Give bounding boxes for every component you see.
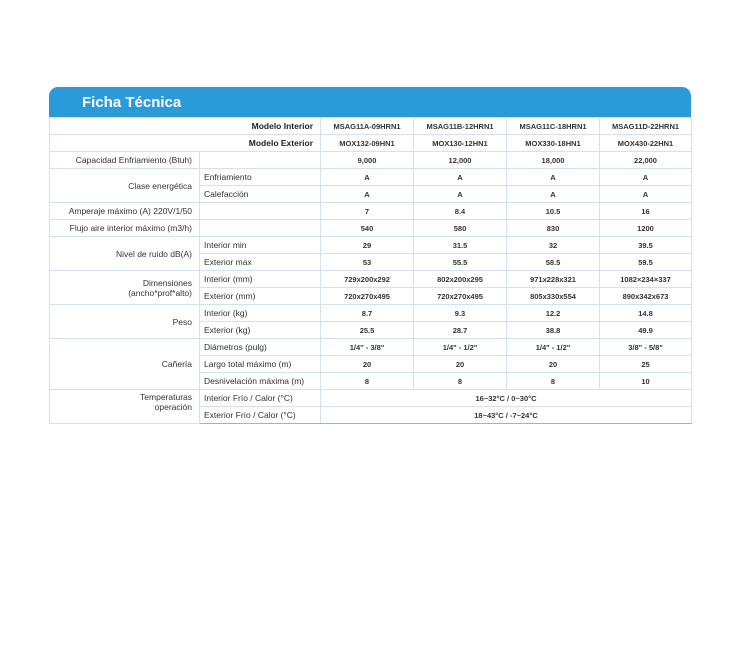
cell-value: 580 — [414, 220, 507, 237]
row-temp-interior — [50, 390, 692, 407]
sub-label: Interior Frío / Calor (°C) — [200, 390, 321, 407]
cell-value: 16 — [600, 203, 692, 220]
cell-value: A — [321, 186, 414, 203]
row-dimensiones-interior — [50, 271, 692, 288]
cell-value: 14.8 — [600, 305, 692, 322]
cell-value: 12,000 — [414, 152, 507, 169]
cell-value: 10.5 — [507, 203, 600, 220]
row-label: Cañería — [50, 339, 200, 390]
cell-value: 20 — [507, 356, 600, 373]
cell-value: 830 — [507, 220, 600, 237]
cell-value: 28.7 — [414, 322, 507, 339]
cell-value: A — [414, 186, 507, 203]
sub-label: Diámetros (pulg) — [200, 339, 321, 356]
cell-value: 1/4" - 3/8" — [321, 339, 414, 356]
cell-value: 22,000 — [600, 152, 692, 169]
cell-value: 58.5 — [507, 254, 600, 271]
cell-value: 29 — [321, 237, 414, 254]
cell-value: 32 — [507, 237, 600, 254]
sub-label: Calefacción — [200, 186, 321, 203]
cell-value-merged: 18~43°C / -7~24°C — [321, 407, 692, 424]
cell-value: A — [507, 186, 600, 203]
label-line: (ancho*prof*alto) — [128, 287, 192, 298]
cell-value: 540 — [321, 220, 414, 237]
cell-value: 3/8" - 5/8" — [600, 339, 692, 356]
cell-value: MOX330-18HN1 — [507, 135, 600, 152]
cell-value: 802x200x295 — [414, 271, 507, 288]
cell-value: 1082×234×337 — [600, 271, 692, 288]
row-label: Nivel de ruido dB(A) — [50, 237, 200, 271]
empty-cell — [200, 203, 321, 220]
empty-cell — [200, 152, 321, 169]
cell-value: 8.4 — [414, 203, 507, 220]
row-modelo-exterior — [50, 135, 692, 152]
cell-value: 1/4" - 1/2" — [507, 339, 600, 356]
cell-value: 38.8 — [507, 322, 600, 339]
row-label: Peso — [50, 305, 200, 339]
label-line: Temperaturas — [140, 392, 192, 402]
cell-value: 720x270x495 — [414, 288, 507, 305]
row-label-dimensiones — [50, 271, 200, 305]
row-caneria-diametros — [50, 339, 692, 356]
cell-value: MOX130-12HN1 — [414, 135, 507, 152]
empty-cell — [200, 220, 321, 237]
row-label: Modelo Interior — [50, 118, 321, 135]
cell-value: 49.9 — [600, 322, 692, 339]
spec-sheet-card — [49, 87, 691, 424]
cell-value: 10 — [600, 373, 692, 390]
row-ruido-interior — [50, 237, 692, 254]
row-capacidad — [50, 152, 692, 169]
spec-table — [49, 117, 692, 424]
cell-value: 25 — [600, 356, 692, 373]
cell-value: A — [507, 169, 600, 186]
row-label: Modelo Exterior — [50, 135, 321, 152]
cell-value: 9.3 — [414, 305, 507, 322]
cell-value: 7 — [321, 203, 414, 220]
sub-label: Desnivelación máxima (m) — [200, 373, 321, 390]
cell-value: 12.2 — [507, 305, 600, 322]
sub-label: Exterior (kg) — [200, 322, 321, 339]
cell-value: 9,000 — [321, 152, 414, 169]
cell-value: 890x342x673 — [600, 288, 692, 305]
cell-value: A — [600, 169, 692, 186]
cell-value: A — [600, 186, 692, 203]
sub-label: Largo total máximo (m) — [200, 356, 321, 373]
cell-value-merged: 16~32°C / 0~30°C — [321, 390, 692, 407]
cell-value: MSAG11D-22HRN1 — [600, 118, 692, 135]
cell-value: 18,000 — [507, 152, 600, 169]
cell-value: 20 — [414, 356, 507, 373]
sub-label: Exterior Frío / Calor (°C) — [200, 407, 321, 424]
row-label-temperaturas — [50, 390, 200, 424]
cell-value: 31.5 — [414, 237, 507, 254]
row-clase-enfriamiento — [50, 169, 692, 186]
cell-value: 1/4" - 1/2" — [414, 339, 507, 356]
cell-value: 8 — [321, 373, 414, 390]
cell-value: 39.5 — [600, 237, 692, 254]
row-label: Capacidad Enfriamiento (Btuh) — [50, 152, 200, 169]
row-label: Clase energética — [50, 169, 200, 203]
cell-value: 1200 — [600, 220, 692, 237]
row-peso-interior — [50, 305, 692, 322]
cell-value: 8 — [414, 373, 507, 390]
row-modelo-interior — [50, 118, 692, 135]
cell-value: 720x270x495 — [321, 288, 414, 305]
sub-label: Enfriamiento — [200, 169, 321, 186]
spec-sheet-title: Ficha Técnica — [49, 87, 691, 117]
label-line: Dimensiones — [142, 277, 192, 288]
row-label: Amperaje máximo (A) 220V/1/50 — [50, 203, 200, 220]
cell-value: 8.7 — [321, 305, 414, 322]
cell-value: 59.5 — [600, 254, 692, 271]
cell-value: MSAG11A-09HRN1 — [321, 118, 414, 135]
sub-label: Interior (kg) — [200, 305, 321, 322]
sub-label: Exterior max — [200, 254, 321, 271]
row-amperaje — [50, 203, 692, 220]
label-line: operación — [154, 402, 192, 412]
cell-value: MSAG11B-12HRN1 — [414, 118, 507, 135]
cell-value: 729x200x292 — [321, 271, 414, 288]
row-flujo — [50, 220, 692, 237]
cell-value: MOX430-22HN1 — [600, 135, 692, 152]
sub-label: Interior (mm) — [200, 271, 321, 288]
row-label: Flujo aire interior máximo (m3/h) — [50, 220, 200, 237]
sub-label: Exterior (mm) — [200, 288, 321, 305]
cell-value: A — [321, 169, 414, 186]
cell-value: 805x330x554 — [507, 288, 600, 305]
cell-value: 55.5 — [414, 254, 507, 271]
cell-value: 8 — [507, 373, 600, 390]
cell-value: 971x228x321 — [507, 271, 600, 288]
cell-value: 20 — [321, 356, 414, 373]
cell-value: A — [414, 169, 507, 186]
cell-value: MOX132-09HN1 — [321, 135, 414, 152]
cell-value: MSAG11C-18HRN1 — [507, 118, 600, 135]
cell-value: 53 — [321, 254, 414, 271]
cell-value: 25.5 — [321, 322, 414, 339]
sub-label: Interior min — [200, 237, 321, 254]
